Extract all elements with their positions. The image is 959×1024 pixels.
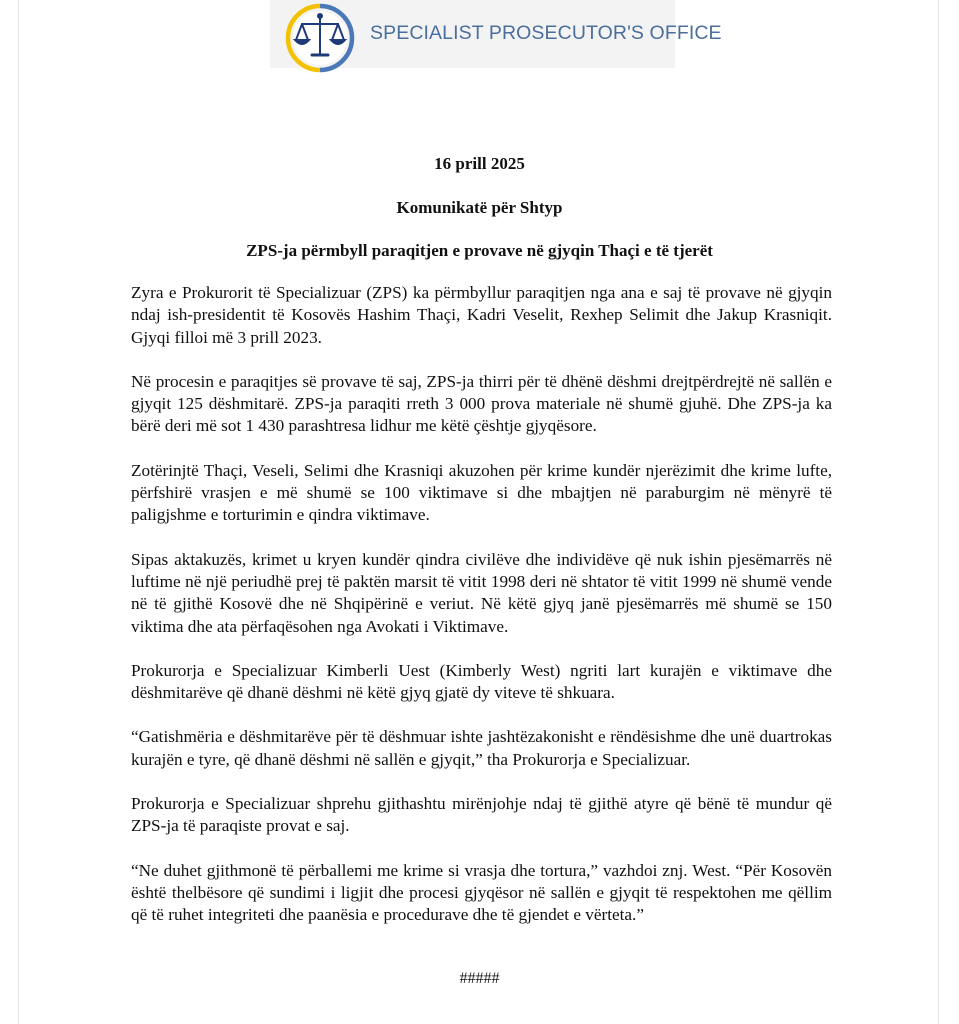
paragraph: Prokurorja e Specializuar Kimberli Uest (Kimberly West) ngriti lart kurajën e viktimave dhe dëshmitarëve që dhanë dëshmi në këtë gjyq gjatë dy viteve të shkuara. bbox=[131, 660, 832, 703]
paragraph: “Gatishmëria e dëshmitarëve për të dëshmuar ishte jashtëzakonisht e rëndësishme dhe unë duartrokas kurajën e tyre, që dhanë dëshmi në sallën e gjyqit,” tha Prokurorja e Specializuar. bbox=[131, 727, 832, 769]
end-mark: ##### bbox=[459, 970, 500, 987]
scales-of-justice-icon bbox=[284, 2, 356, 74]
paragraph: Sipas aktakuzës, krimet u kryen kundër qindra civilëve dhe individëve që nuk ishin pjesëmarrës në luftime në një periudhë prej të paktën marsit të vitit 1998 deri në shtator të vitit 1999 në shumë vende në të gjithë Kosovë dhe në Shqipërinë e veriut. Në këtë gjyq janë pjesëmarrës më shumë se 150 viktima dhe ata përfaqësohen nga Avokati i Viktimave. bbox=[131, 549, 832, 636]
document-type: Komunikatë për Shtyp bbox=[396, 198, 563, 217]
paragraph: Zyra e Prokurorit të Specializuar (ZPS) ka përmbyllur paraqitjen nga ana e saj të provave në gjyqin ndaj ish-presidentit të Kosovës Hashim Thaçi, Kadri Veselit, Rexhep Selimit dhe Jakup Krasniqit. Gjyqi filloi më 3 prill 2023. bbox=[131, 283, 832, 347]
press-release-body bbox=[131, 282, 832, 949]
paragraph: Prokurorja e Specializuar shprehu gjithashtu mirënjohje ndaj të gjithë atyre që bënë të mundur që ZPS-ja të paraqiste provat e saj. bbox=[131, 794, 832, 836]
office-name: SPECIALIST PROSECUTOR'S OFFICE bbox=[370, 22, 722, 44]
paragraph: “Ne duhet gjithmonë të përballemi me krime si vrasja dhe tortura,” vazhdoi znj. West. “Për Kosovën është thelbësore që sundimi i ligjit dhe procesi gjyqësor në sallën e gjyqit të respektohen me qëllim që të ruhet integriteti dhe paanësia e procedurave dhe të gjendet e vërteta.” bbox=[131, 860, 832, 925]
headline: ZPS-ja përmbyll paraqitjen e provave në gjyqin Thaçi e të tjerët bbox=[246, 241, 713, 260]
paragraph: Zotërinjtë Thaçi, Veseli, Selimi dhe Krasniqi akuzohen për krime kundër njerëzimit dhe krime lufte, përfshirë vrasjen e më shumë se 100 viktimave si dhe mbajtjen në paraburgim në mënyrë të paligjshme e torturimin e qindra viktimave. bbox=[131, 460, 832, 525]
paragraph: Në procesin e paraqitjes së provave të saj, ZPS-ja thirri për të dhënë dëshmi drejtpërdrejtë në sallën e gjyqit 125 dëshmitarë. ZPS-ja paraqiti rreth 3 000 prova materiale në shumë gjuhë. Dhe ZPS-ja ka bërë deri më sot 1 430 parashtresa lidhur me këtë çështje gjyqësore. bbox=[131, 371, 832, 436]
release-date: 16 prill 2025 bbox=[434, 154, 525, 173]
